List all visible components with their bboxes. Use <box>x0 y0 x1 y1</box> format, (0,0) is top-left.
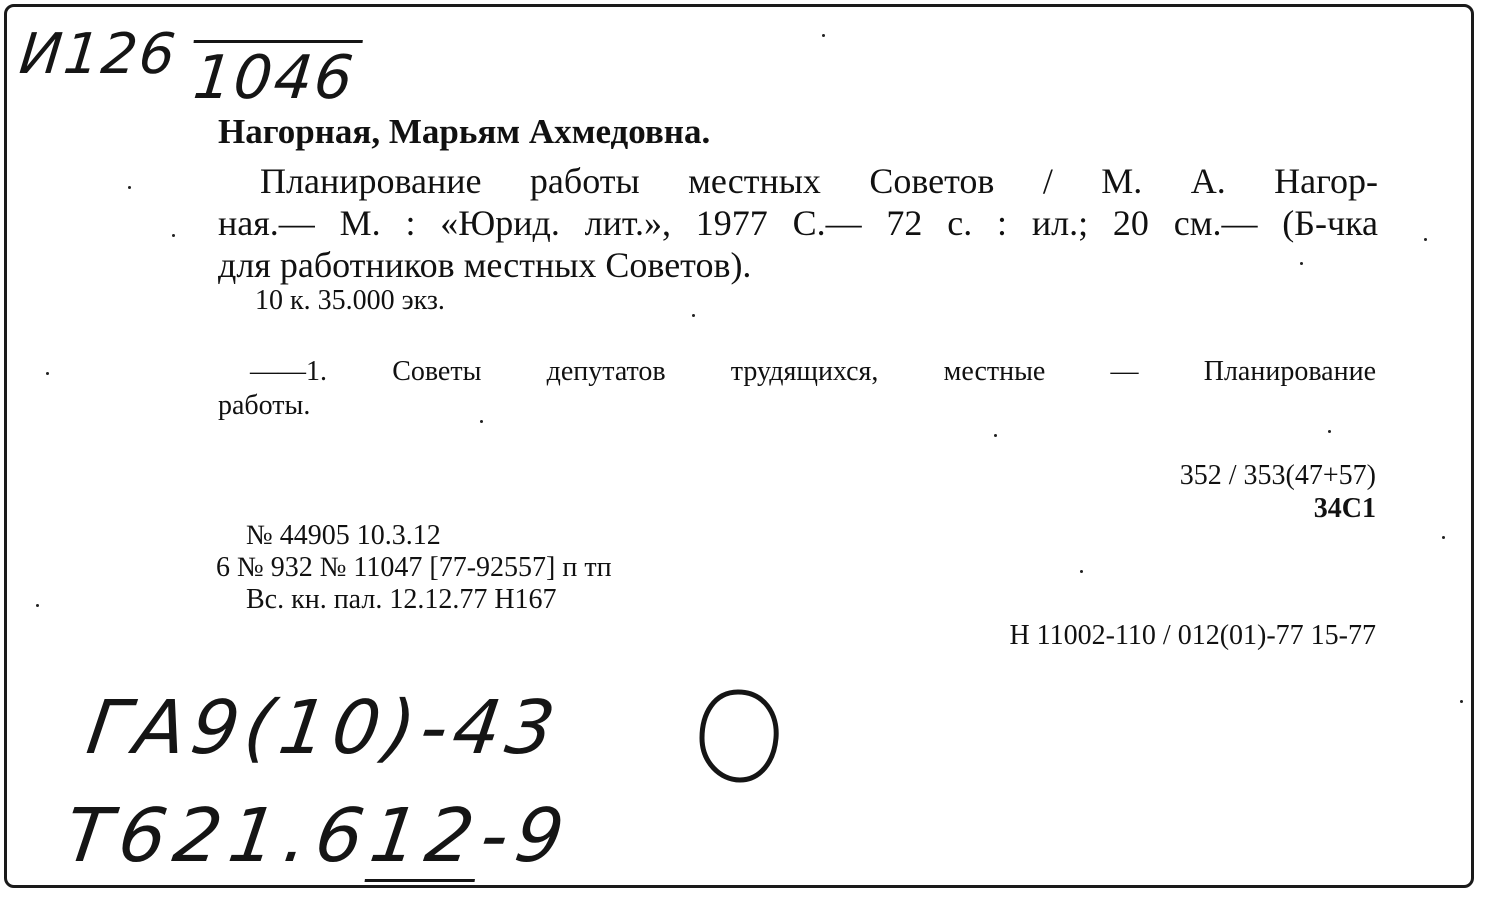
handwritten-class-code-2 <box>60 793 577 879</box>
speck <box>172 234 175 237</box>
speck <box>1460 700 1463 703</box>
handwritten-shelf-mark-left: И126 <box>16 22 181 87</box>
stamp-circle-icon <box>698 688 780 784</box>
price-print-run: 10 к. 35.000 экз. <box>255 285 445 316</box>
speck <box>1424 238 1427 241</box>
speck <box>692 314 695 317</box>
author-heading: Нагорная, Марьям Ахмедовна. <box>218 112 711 151</box>
title-line: ная.— М. : «Юрид. лит.», 1977 С.— 72 с. : ил.; 20 см.— (Б-чка <box>218 203 1378 243</box>
title-description <box>218 160 1378 286</box>
registration-line: № 44905 10.3.12 <box>246 520 441 551</box>
class-code-main: Т621.6 <box>59 793 378 879</box>
registration-line: 6 № 932 № 11047 [77-92557] п тп <box>216 552 612 583</box>
handwritten-class-code: ГА9(10)-43 <box>81 685 566 771</box>
class-code-underlined: 12 <box>365 793 488 882</box>
speck <box>1328 430 1331 433</box>
speck <box>1300 262 1303 265</box>
bbk-index: 34С1 <box>1313 493 1376 524</box>
speck <box>822 34 825 37</box>
speck <box>36 604 39 607</box>
title-line: Планирование работы местных Советов / М. А. Нагор- <box>260 161 1378 201</box>
speck <box>480 420 483 423</box>
udc-index: 352 / 353(47+57) <box>1179 460 1376 491</box>
subject-line: ——1. Советы депутатов трудящихся, местные — Планирование <box>250 356 1376 387</box>
title-line: для работников местных Советов). <box>218 245 752 285</box>
speck <box>128 186 131 189</box>
subject-line: работы. <box>218 390 311 421</box>
publisher-code: Н 11002-110 / 012(01)-77 15-77 <box>1009 620 1376 651</box>
speck <box>1080 570 1083 573</box>
handwritten-shelf-mark-right: 1046 <box>186 40 362 113</box>
speck <box>1442 536 1445 539</box>
speck <box>46 372 49 375</box>
class-code-tail: -9 <box>475 793 578 879</box>
subject-heading <box>218 355 1376 423</box>
registration-line: Вс. кн. пал. 12.12.77 Н167 <box>246 584 557 615</box>
speck <box>994 434 997 437</box>
